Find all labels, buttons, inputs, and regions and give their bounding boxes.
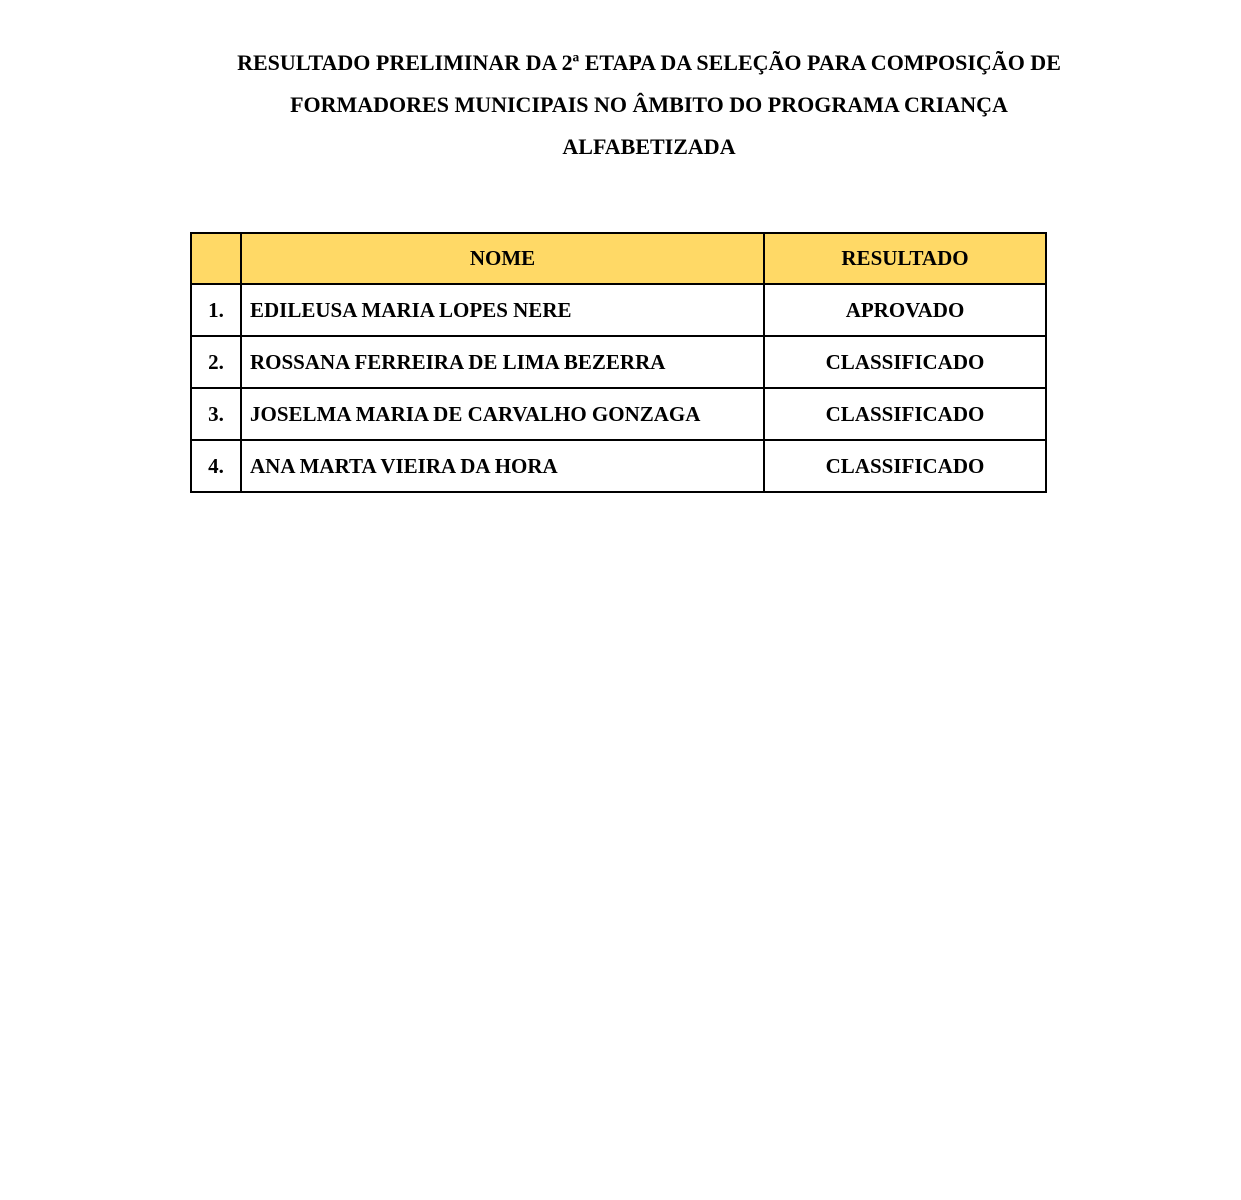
results-table <box>190 232 1047 493</box>
table-row <box>191 336 1046 388</box>
header-resultado: RESULTADO <box>764 233 1046 284</box>
table-row <box>191 284 1046 336</box>
title-line-2: FORMADORES MUNICIPAIS NO ÂMBITO DO PROGRAMA CRIANÇA <box>290 92 1008 117</box>
row-number: 2. <box>191 336 241 388</box>
title-line-1: RESULTADO PRELIMINAR DA 2ª ETAPA DA SELEÇÃO PARA COMPOSIÇÃO DE <box>237 50 1061 75</box>
row-nome: JOSELMA MARIA DE CARVALHO GONZAGA <box>241 388 764 440</box>
table-row <box>191 388 1046 440</box>
header-number <box>191 233 241 284</box>
header-nome: NOME <box>241 233 764 284</box>
page-title <box>160 42 1138 168</box>
row-number: 4. <box>191 440 241 492</box>
table-row <box>191 440 1046 492</box>
title-line-3: ALFABETIZADA <box>562 134 736 159</box>
row-resultado: CLASSIFICADO <box>764 440 1046 492</box>
row-number: 1. <box>191 284 241 336</box>
row-resultado: CLASSIFICADO <box>764 388 1046 440</box>
row-number: 3. <box>191 388 241 440</box>
row-resultado: APROVADO <box>764 284 1046 336</box>
row-nome: ANA MARTA VIEIRA DA HORA <box>241 440 764 492</box>
row-resultado: CLASSIFICADO <box>764 336 1046 388</box>
table-header-row <box>191 233 1046 284</box>
row-nome: ROSSANA FERREIRA DE LIMA BEZERRA <box>241 336 764 388</box>
row-nome: EDILEUSA MARIA LOPES NERE <box>241 284 764 336</box>
